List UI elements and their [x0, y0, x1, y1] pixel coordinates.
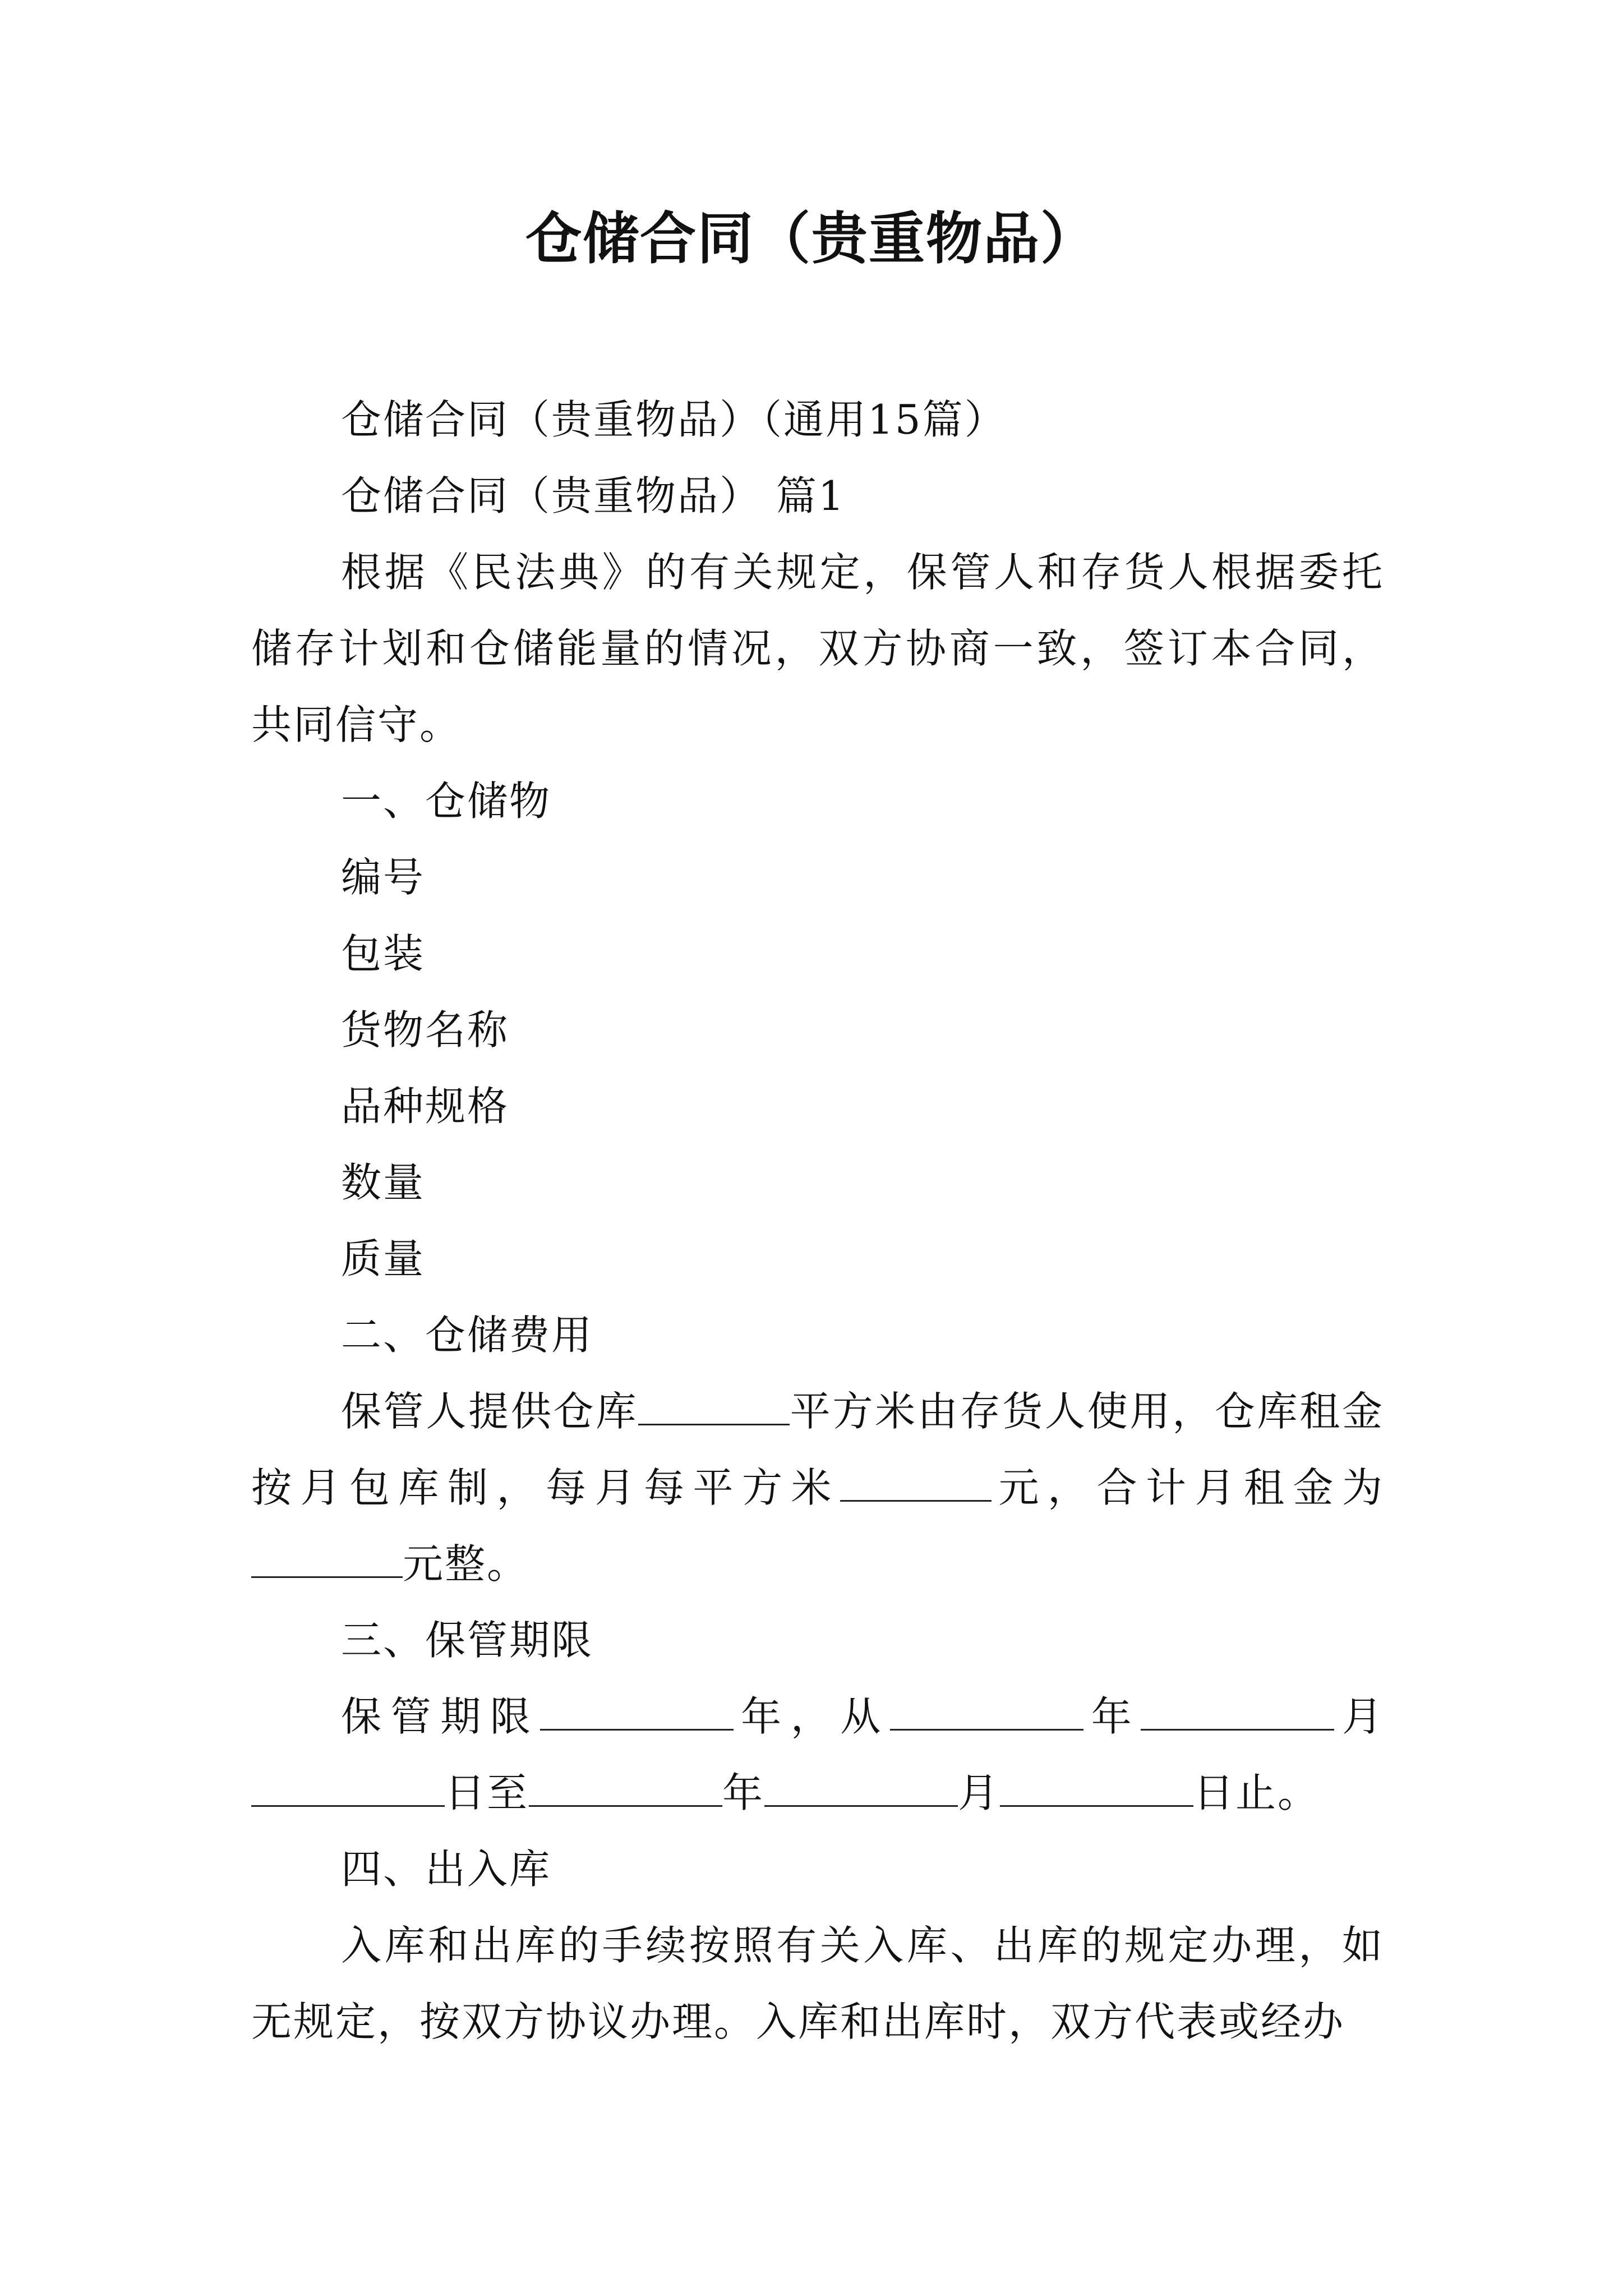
intro-paragraph: 根据《民法典》的有关规定，保管人和存货人根据委托储存计划和仓储能量的情况，双方协商一致，签订本合同，共同信守。: [251, 549, 1384, 748]
section-1-heading: 一、仓储物: [341, 777, 552, 825]
start-month-blank: [1141, 1693, 1334, 1731]
start-day-blank: [251, 1769, 445, 1807]
period-paragraph: [251, 1678, 1384, 1831]
period-years-blank: [540, 1693, 734, 1731]
period-text-2: 年，从: [733, 1693, 891, 1740]
section-3-heading: 三、保管期限: [341, 1617, 594, 1664]
fee-total-blank: [251, 1540, 403, 1578]
item-packaging: 包装: [341, 930, 426, 977]
fee-text-4: 元整。: [403, 1540, 529, 1588]
period-text-1: 保管期限: [341, 1693, 540, 1740]
period-text-6: 年: [722, 1769, 765, 1816]
inout-paragraph: 入库和出库的手续按照有关入库、出库的规定办理，如无规定，按双方协议办理。入库和出库时，双方代表或经办: [251, 1922, 1384, 2045]
section-4-heading: 四、出入库: [341, 1846, 552, 1893]
period-text-8: 日止。: [1193, 1769, 1320, 1816]
document-body: [251, 381, 1384, 2060]
document-title: 仓储合同（贵重物品）: [525, 205, 1098, 272]
end-month-blank: [764, 1769, 958, 1807]
item-number: 编号: [341, 854, 426, 901]
section-2-heading: 二、仓储费用: [341, 1312, 594, 1359]
item-quality: 质量: [341, 1235, 426, 1282]
period-text-5: 日至: [445, 1769, 529, 1816]
period-text-4: 月: [1334, 1693, 1384, 1740]
item-goods-name: 货物名称: [341, 1006, 510, 1053]
fee-paragraph: [251, 1373, 1384, 1602]
end-day-blank: [1000, 1769, 1193, 1807]
item-spec: 品种规格: [341, 1083, 510, 1130]
subtitle: 仓储合同（贵重物品）（通用15篇）: [341, 396, 1007, 443]
period-text-3: 年: [1083, 1693, 1141, 1740]
item-quantity: 数量: [341, 1159, 426, 1206]
end-year-blank: [529, 1769, 722, 1807]
period-text-7: 月: [958, 1769, 1000, 1816]
fee-text-3: 元，合计月租金为: [991, 1464, 1384, 1511]
fee-rate-blank: [840, 1464, 992, 1502]
fee-area-blank: [638, 1388, 790, 1425]
fee-text-1: 保管人提供仓库: [341, 1388, 638, 1435]
section-heading: 仓储合同（贵重物品） 篇1: [341, 472, 846, 519]
start-year-blank: [890, 1693, 1083, 1731]
fee-text-2: 平方米由存货人使用，仓库租金按月包库制，每月每平方米: [251, 1388, 1384, 1511]
